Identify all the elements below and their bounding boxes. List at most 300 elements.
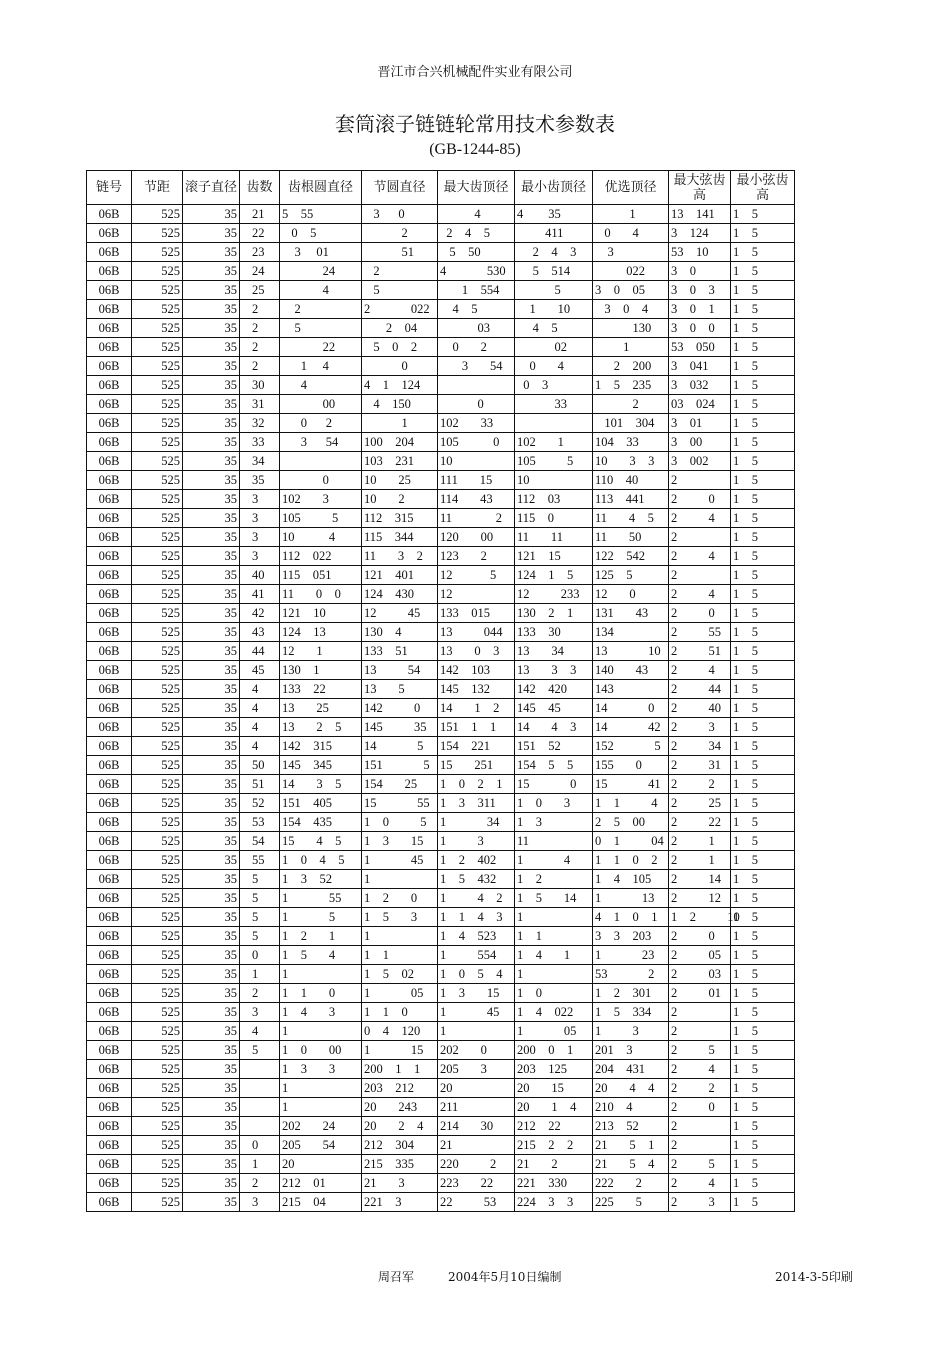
standard-code: (GB-1244-85) xyxy=(429,141,521,158)
table-cell: 3 002 xyxy=(669,452,731,471)
table-cell: 2 xyxy=(669,1117,731,1136)
page-title: 套筒滚子链链轮常用技术参数表 xyxy=(335,112,615,136)
table-cell: 15 4 5 xyxy=(280,832,362,851)
table-cell: 06B xyxy=(87,1136,132,1155)
table-cell: 151 1 1 xyxy=(438,718,515,737)
table-cell: 15 41 xyxy=(593,775,669,794)
table-cell: 35 xyxy=(183,1155,240,1174)
table-cell: 13 54 xyxy=(362,661,438,680)
table-cell: 0 3 xyxy=(515,376,593,395)
table-cell: 1 5 xyxy=(731,452,795,471)
table-cell: 35 xyxy=(183,357,240,376)
table-cell: 1 5 xyxy=(731,1003,795,1022)
table-cell: 130 xyxy=(593,319,669,338)
table-cell: 2 0 xyxy=(669,1098,731,1117)
table-cell: 2 022 xyxy=(362,300,438,319)
sprocket-parameter-table xyxy=(86,170,795,1212)
table-cell: 145 35 xyxy=(362,718,438,737)
table-cell: 525 xyxy=(132,794,183,813)
table-cell: 1 5 xyxy=(731,908,795,927)
table-cell: 15 0 xyxy=(515,775,593,794)
table-cell: 35 xyxy=(183,794,240,813)
table-cell: 210 4 xyxy=(593,1098,669,1117)
table-row xyxy=(87,946,795,965)
table-row xyxy=(87,1155,795,1174)
table-cell: 3 0 xyxy=(669,262,731,281)
table-cell: 1 5 xyxy=(731,433,795,452)
table-cell: 1 5 xyxy=(731,205,795,224)
table-cell: 1 5 02 xyxy=(362,965,438,984)
table-cell: 525 xyxy=(132,1003,183,1022)
table-cell: 525 xyxy=(132,1060,183,1079)
table-cell: 35 xyxy=(183,243,240,262)
table-cell: 1 2 301 xyxy=(593,984,669,1003)
table-cell: 35 xyxy=(183,566,240,585)
table-row xyxy=(87,775,795,794)
table-cell: 06B xyxy=(87,1022,132,1041)
table-cell: 134 xyxy=(593,623,669,642)
table-cell: 06B xyxy=(87,566,132,585)
table-cell: 2 xyxy=(240,300,280,319)
table-cell: 525 xyxy=(132,319,183,338)
table-cell: 06B xyxy=(87,281,132,300)
table-cell: 1 0 5 xyxy=(362,813,438,832)
table-cell: 3 0 05 xyxy=(593,281,669,300)
table-cell: 3 0 3 xyxy=(669,281,731,300)
table-cell: 3 032 xyxy=(669,376,731,395)
table-cell: 1 5 xyxy=(731,870,795,889)
table-row xyxy=(87,357,795,376)
table-row xyxy=(87,984,795,1003)
table-cell: 525 xyxy=(132,851,183,870)
table-cell: 35 xyxy=(183,1060,240,1079)
table-cell: 35 xyxy=(183,224,240,243)
table-cell: 112 03 xyxy=(515,490,593,509)
table-cell: 224 3 3 xyxy=(515,1193,593,1212)
table-cell: 1 xyxy=(280,1098,362,1117)
table-cell: 1 5 xyxy=(280,908,362,927)
table-cell: 2 5 xyxy=(669,1041,731,1060)
table-cell: 525 xyxy=(132,623,183,642)
table-row xyxy=(87,1079,795,1098)
table-cell: 2 2 xyxy=(669,775,731,794)
table-cell: 35 xyxy=(183,946,240,965)
table-cell: 1 23 xyxy=(593,946,669,965)
table-row xyxy=(87,927,795,946)
table-cell: 1 0 2 1 xyxy=(438,775,515,794)
table-cell: 1 45 xyxy=(362,851,438,870)
table-cell: 35 xyxy=(183,851,240,870)
table-cell: 525 xyxy=(132,433,183,452)
table-cell: 1 4 523 xyxy=(438,927,515,946)
table-cell: 525 xyxy=(132,566,183,585)
column-header: 最小弦齿高 xyxy=(731,171,795,205)
table-cell: 1 xyxy=(280,1079,362,1098)
table-cell: 2 4 xyxy=(669,1060,731,1079)
table-cell: 2 0 xyxy=(669,490,731,509)
table-cell: 525 xyxy=(132,756,183,775)
print-date: 2014-3-5印刷 xyxy=(775,1270,853,1284)
table-cell: 1 4 xyxy=(515,851,593,870)
table-cell: 525 xyxy=(132,528,183,547)
table-cell: 2 5 xyxy=(669,1155,731,1174)
table-cell: 06B xyxy=(87,528,132,547)
table-cell: 4 xyxy=(280,281,362,300)
table-cell: 2 xyxy=(280,300,362,319)
table-cell: 113 441 xyxy=(593,490,669,509)
table-cell: 1 5 xyxy=(731,338,795,357)
table-row xyxy=(87,1174,795,1193)
table-cell: 2 xyxy=(593,395,669,414)
table-cell: 525 xyxy=(132,1098,183,1117)
table-cell: 2 44 xyxy=(669,680,731,699)
table-cell: 44 xyxy=(240,642,280,661)
table-row xyxy=(87,737,795,756)
table-cell xyxy=(438,376,515,395)
table-cell: 02 xyxy=(515,338,593,357)
table-row xyxy=(87,1193,795,1212)
table-cell: 35 xyxy=(183,642,240,661)
table-cell: 11 11 xyxy=(515,528,593,547)
table-cell: 1 5 xyxy=(731,965,795,984)
table-cell: 2 51 xyxy=(669,642,731,661)
table-cell: 525 xyxy=(132,1117,183,1136)
table-cell: 2 40 xyxy=(669,699,731,718)
table-cell: 1 5 xyxy=(731,642,795,661)
table-cell: 1 3 xyxy=(438,832,515,851)
table-cell: 1 0 5 4 xyxy=(438,965,515,984)
table-cell: 13 10 xyxy=(593,642,669,661)
table-cell: 2 xyxy=(669,566,731,585)
table-cell: 5 xyxy=(240,889,280,908)
table-cell: 225 5 xyxy=(593,1193,669,1212)
table-cell xyxy=(240,1060,280,1079)
table-cell: 51 xyxy=(240,775,280,794)
table-cell: 53 xyxy=(240,813,280,832)
table-cell: 142 103 xyxy=(438,661,515,680)
table-cell: 10 2 xyxy=(362,490,438,509)
table-cell: 4 35 xyxy=(515,205,593,224)
table-cell: 2 xyxy=(240,319,280,338)
table-cell: 5 55 xyxy=(280,205,362,224)
table-cell: 2 xyxy=(669,1003,731,1022)
table-cell: 124 13 xyxy=(280,623,362,642)
table-cell: 2 03 xyxy=(669,965,731,984)
table-cell: 22 xyxy=(280,338,362,357)
table-cell: 35 xyxy=(183,737,240,756)
table-cell: 0 4 120 xyxy=(362,1022,438,1041)
table-cell: 0 1 04 xyxy=(593,832,669,851)
table-cell: 3 xyxy=(240,528,280,547)
table-cell: 3 3 203 xyxy=(593,927,669,946)
table-cell: 35 xyxy=(183,813,240,832)
table-cell: 525 xyxy=(132,604,183,623)
table-cell: 12 233 xyxy=(515,585,593,604)
table-cell: 110 40 xyxy=(593,471,669,490)
table-cell: 130 4 xyxy=(362,623,438,642)
table-cell: 35 xyxy=(183,908,240,927)
table-cell: 4 1 124 xyxy=(362,376,438,395)
table-cell: 24 xyxy=(280,262,362,281)
table-cell: 21 2 xyxy=(515,1155,593,1174)
table-cell: 06B xyxy=(87,1155,132,1174)
table-cell: 1 5 xyxy=(731,927,795,946)
table-cell: 1 4 1 xyxy=(515,946,593,965)
table-cell: 06B xyxy=(87,642,132,661)
table-cell: 525 xyxy=(132,1155,183,1174)
table-cell: 525 xyxy=(132,452,183,471)
table-cell: 10 xyxy=(515,471,593,490)
table-cell: 202 0 xyxy=(438,1041,515,1060)
table-cell: 1 5 4 xyxy=(280,946,362,965)
table-cell: 35 xyxy=(183,965,240,984)
table-cell: 2 4 xyxy=(669,547,731,566)
table-cell: 1 13 xyxy=(593,889,669,908)
table-cell: 1 xyxy=(593,338,669,357)
table-cell: 105 0 xyxy=(438,433,515,452)
table-cell xyxy=(240,1098,280,1117)
table-cell: 103 231 xyxy=(362,452,438,471)
table-cell: 213 52 xyxy=(593,1117,669,1136)
table-cell: 35 xyxy=(183,870,240,889)
table-cell: 525 xyxy=(132,281,183,300)
table-cell: 1 5 xyxy=(731,262,795,281)
table-cell: 3 0 4 xyxy=(593,300,669,319)
table-row xyxy=(87,490,795,509)
table-row xyxy=(87,680,795,699)
table-cell: 133 30 xyxy=(515,623,593,642)
table-cell: 1 2 0 xyxy=(362,889,438,908)
table-cell: 55 xyxy=(240,851,280,870)
table-row xyxy=(87,794,795,813)
table-cell: 35 xyxy=(183,1174,240,1193)
table-cell: 145 45 xyxy=(515,699,593,718)
table-cell: 102 33 xyxy=(438,414,515,433)
table-cell: 35 xyxy=(183,661,240,680)
table-cell: 203 212 xyxy=(362,1079,438,1098)
table-cell: 35 xyxy=(183,433,240,452)
table-row xyxy=(87,965,795,984)
table-cell: 3 xyxy=(240,1003,280,1022)
table-cell: 154 5 5 xyxy=(515,756,593,775)
table-cell: 35 xyxy=(183,832,240,851)
table-cell: 35 xyxy=(183,205,240,224)
table-cell: 24 xyxy=(240,262,280,281)
table-cell: 1 3 xyxy=(593,1022,669,1041)
table-cell: 120 00 xyxy=(438,528,515,547)
table-cell: 2 01 xyxy=(669,984,731,1003)
table-cell: 35 xyxy=(183,547,240,566)
table-cell: 50 xyxy=(240,756,280,775)
table-cell: 3 124 xyxy=(669,224,731,243)
table-cell: 32 xyxy=(240,414,280,433)
table-cell: 1 4 2 xyxy=(438,889,515,908)
table-row xyxy=(87,205,795,224)
table-cell: 115 051 xyxy=(280,566,362,585)
table-cell: 5 xyxy=(240,908,280,927)
table-cell: 2 4 xyxy=(669,1174,731,1193)
table-cell: 06B xyxy=(87,604,132,623)
table-cell: 143 xyxy=(593,680,669,699)
table-cell: 1 xyxy=(280,965,362,984)
table-cell: 2 3 xyxy=(669,1193,731,1212)
table-row xyxy=(87,547,795,566)
table-cell: 1 xyxy=(593,205,669,224)
table-cell: 200 0 1 xyxy=(515,1041,593,1060)
table-cell: 1 10 xyxy=(515,300,593,319)
table-cell: 0 2 xyxy=(280,414,362,433)
table-cell: 1 1 4 3 xyxy=(438,908,515,927)
table-row xyxy=(87,243,795,262)
table-cell: 102 1 xyxy=(515,433,593,452)
table-cell: 1 2 xyxy=(515,870,593,889)
table-cell: 35 xyxy=(183,319,240,338)
column-header: 链号 xyxy=(87,171,132,205)
table-cell: 115 0 xyxy=(515,509,593,528)
table-cell: 1 5 xyxy=(731,1117,795,1136)
table-cell: 2 xyxy=(240,338,280,357)
table-cell: 35 xyxy=(183,604,240,623)
table-row xyxy=(87,699,795,718)
table-cell: 142 315 xyxy=(280,737,362,756)
table-cell: 124 1 5 xyxy=(515,566,593,585)
table-cell: 525 xyxy=(132,338,183,357)
table-cell: 2 12 xyxy=(669,889,731,908)
table-cell: 1 5 xyxy=(731,851,795,870)
table-cell: 4 530 xyxy=(438,262,515,281)
table-cell: 1 5 xyxy=(731,1155,795,1174)
table-cell: 3 xyxy=(593,243,669,262)
column-header: 最小齿顶径 xyxy=(515,171,593,205)
table-cell: 45 xyxy=(240,661,280,680)
table-cell: 43 xyxy=(240,623,280,642)
table-cell: 1 xyxy=(362,414,438,433)
table-cell: 35 xyxy=(183,889,240,908)
table-cell: 06B xyxy=(87,832,132,851)
table-cell: 1 5 xyxy=(731,718,795,737)
table-cell: 525 xyxy=(132,547,183,566)
table-cell: 1 4 022 xyxy=(515,1003,593,1022)
table-cell: 1 2 402 xyxy=(438,851,515,870)
table-cell: 1 xyxy=(515,965,593,984)
table-cell: 1 5 xyxy=(731,756,795,775)
table-cell: 2 4 xyxy=(669,585,731,604)
table-cell: 06B xyxy=(87,1098,132,1117)
table-cell: 33 xyxy=(240,433,280,452)
table-cell: 212 22 xyxy=(515,1117,593,1136)
table-cell: 525 xyxy=(132,414,183,433)
table-cell: 525 xyxy=(132,870,183,889)
table-cell: 13 34 xyxy=(515,642,593,661)
table-cell: 03 xyxy=(438,319,515,338)
table-cell: 00 xyxy=(280,395,362,414)
table-cell: 4 xyxy=(240,737,280,756)
table-cell: 35 xyxy=(183,1136,240,1155)
table-cell: 122 542 xyxy=(593,547,669,566)
table-cell: 11 xyxy=(515,832,593,851)
table-cell: 1 5 xyxy=(731,680,795,699)
table-cell: 130 2 1 xyxy=(515,604,593,623)
table-cell: 5 xyxy=(280,319,362,338)
table-cell: 525 xyxy=(132,395,183,414)
table-cell: 525 xyxy=(132,509,183,528)
table-cell: 53 10 xyxy=(669,243,731,262)
table-cell: 13 25 xyxy=(280,699,362,718)
table-cell: 152 5 xyxy=(593,737,669,756)
table-cell: 06B xyxy=(87,946,132,965)
table-cell: 14 0 xyxy=(593,699,669,718)
table-cell: 1 0 3 xyxy=(515,794,593,813)
table-cell: 13 3 3 xyxy=(515,661,593,680)
table-cell: 1 0 4 5 xyxy=(280,851,362,870)
table-cell: 1 xyxy=(362,870,438,889)
table-cell: 14 4 3 xyxy=(515,718,593,737)
table-cell: 115 344 xyxy=(362,528,438,547)
table-cell: 3 0 1 xyxy=(669,300,731,319)
column-header: 滚子直径 xyxy=(183,171,240,205)
table-cell: 13 044 xyxy=(438,623,515,642)
table-cell: 145 132 xyxy=(438,680,515,699)
table-cell: 142 0 xyxy=(362,699,438,718)
table-cell: 1 554 xyxy=(438,946,515,965)
table-cell: 1 5 xyxy=(731,832,795,851)
table-cell: 35 xyxy=(183,262,240,281)
table-row xyxy=(87,604,795,623)
table-cell: 34 xyxy=(240,452,280,471)
table-cell: 2 1 xyxy=(669,851,731,870)
table-cell: 2 22 xyxy=(669,813,731,832)
table-cell: 2 200 xyxy=(593,357,669,376)
table-row xyxy=(87,1136,795,1155)
table-cell: 1 3 15 xyxy=(362,832,438,851)
table-cell: 3 xyxy=(240,1193,280,1212)
table-cell: 212 01 xyxy=(280,1174,362,1193)
table-cell: 06B xyxy=(87,376,132,395)
table-cell: 06B xyxy=(87,547,132,566)
table-cell: 123 2 xyxy=(438,547,515,566)
table-cell: 2 xyxy=(240,357,280,376)
table-cell: 42 xyxy=(240,604,280,623)
table-cell: 3 54 xyxy=(280,433,362,452)
table-cell: 06B xyxy=(87,794,132,813)
table-cell: 2 2 xyxy=(669,1079,731,1098)
table-cell: 525 xyxy=(132,775,183,794)
table-cell: 102 3 xyxy=(280,490,362,509)
table-cell: 14 1 2 xyxy=(438,699,515,718)
table-cell: 35 xyxy=(183,395,240,414)
table-cell: 4 1 0 1 xyxy=(593,908,669,927)
company-name: 晋江市合兴机械配件实业有限公司 xyxy=(377,65,573,80)
table-cell: 105 5 xyxy=(515,452,593,471)
table-cell: 4 xyxy=(438,205,515,224)
table-cell: 35 xyxy=(183,680,240,699)
table-cell: 1 5 xyxy=(731,357,795,376)
table-cell: 2 xyxy=(362,262,438,281)
table-cell: 1 5 xyxy=(731,566,795,585)
table-cell: 10 4 xyxy=(280,528,362,547)
table-cell: 11 0 0 xyxy=(280,585,362,604)
table-cell: 154 25 xyxy=(362,775,438,794)
table-cell: 35 xyxy=(183,300,240,319)
table-cell: 06B xyxy=(87,433,132,452)
table-row xyxy=(87,889,795,908)
table-cell: 1 5 xyxy=(731,946,795,965)
table-cell: 51 xyxy=(362,243,438,262)
table-cell: 2 0 xyxy=(669,927,731,946)
table-cell: 1 5 xyxy=(731,1041,795,1060)
table-cell: 06B xyxy=(87,680,132,699)
column-header: 最大齿顶径 xyxy=(438,171,515,205)
